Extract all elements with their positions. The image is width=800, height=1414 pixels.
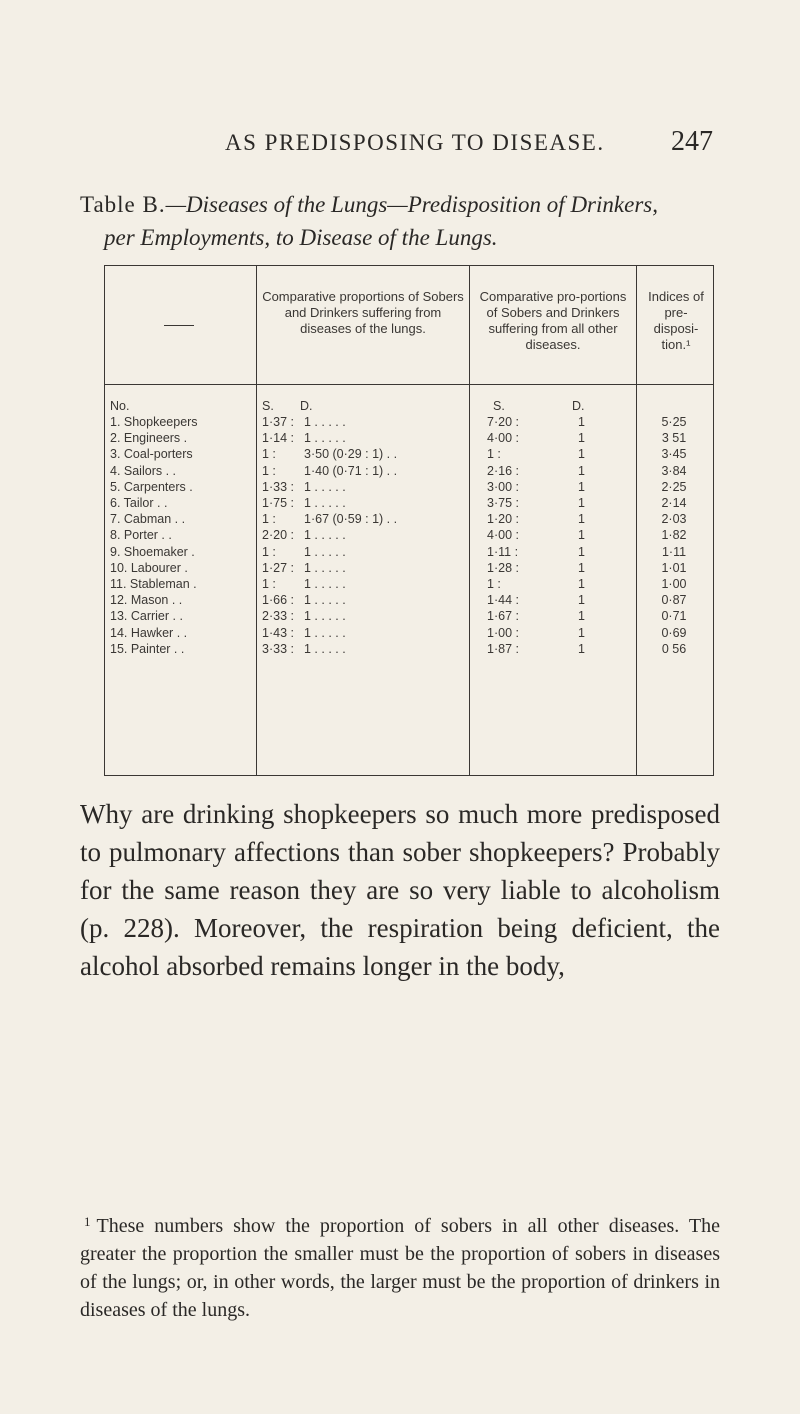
cell-od: 1: [578, 463, 585, 478]
cell-od: 1: [578, 609, 585, 624]
cell-od: 1: [578, 479, 585, 494]
cell-od: 1: [578, 496, 585, 510]
caption-label: Table B.: [80, 192, 166, 217]
cell-od: 1: [578, 528, 585, 543]
cell-d: 1 . . . . .: [304, 593, 346, 608]
cell-idx: 3·45: [661, 447, 687, 462]
cell-name: 15. Painter . .: [110, 641, 185, 656]
cell-d: 1 . . . . .: [304, 609, 346, 624]
table-row: [104, 577, 714, 593]
subheader-s: S.: [262, 399, 274, 413]
cell-idx: 0·69: [661, 625, 687, 640]
header-lungs: Comparative proportions of Sobers and Drinkers suffering from diseases of the lungs.: [262, 289, 464, 336]
cell-idx: 2·03: [661, 512, 687, 527]
table-row: [104, 593, 714, 609]
cell-os: 1·67 :: [487, 609, 519, 624]
cell-idx: 1·11: [661, 544, 687, 559]
cell-name: 5. Carpenters .: [110, 479, 193, 494]
cell-s: 1 :: [262, 544, 276, 559]
table-row: [104, 528, 714, 544]
table-row: [104, 447, 714, 463]
cell-name: 10. Labourer .: [110, 560, 188, 575]
cell-os: 1·87 :: [487, 641, 519, 656]
cell-os: 4·00 :: [487, 431, 519, 446]
cell-os: 1·28 :: [487, 560, 519, 575]
body-paragraph: Why are drinking shopkeepers so much more predisposed to pulmonary affections than sober shopkeepers? Probably for the same reason they are so very liable to alcoholism (p. 228). Moreover, the respiration being deficient, the alcohol absorbed remains longer in the body,: [80, 799, 720, 981]
cell-os: 1·20 :: [487, 512, 519, 527]
cell-name: 6. Tailor . .: [110, 496, 168, 510]
cell-s: 2·20 :: [262, 528, 294, 543]
cell-d: 1 . . . . .: [304, 625, 346, 640]
cell-od: 1: [578, 577, 585, 591]
cell-od: 1: [578, 593, 585, 608]
cell-od: 1: [578, 560, 585, 575]
table-row: [104, 561, 714, 577]
cell-s: 1·66 :: [262, 593, 294, 608]
table-row: [104, 496, 714, 512]
table-row: [104, 626, 714, 642]
cell-d: 1 . . . . .: [304, 479, 346, 494]
subheader-no: No.: [110, 399, 130, 413]
cell-d: 1·67 (0·59 : 1) . .: [304, 512, 398, 527]
cell-idx: 0·71: [661, 609, 687, 624]
page-number: 247: [671, 126, 713, 157]
table-caption: [80, 188, 720, 254]
cell-idx: 1·82: [661, 528, 687, 543]
cell-s: 1·33 :: [262, 479, 294, 494]
cell-d: 1 . . . . .: [304, 528, 346, 543]
cell-os: 1·44 :: [487, 593, 519, 608]
cell-od: 1: [578, 447, 585, 462]
cell-os: 1·00 :: [487, 625, 519, 640]
cell-name: 14. Hawker . .: [110, 625, 188, 640]
cell-name: 13. Carrier . .: [110, 609, 183, 624]
cell-idx: 2·25: [661, 479, 687, 494]
table-row: [104, 480, 714, 496]
cell-idx: 1·00: [661, 577, 687, 591]
cell-idx: 1·01: [661, 560, 687, 575]
cell-od: 1: [578, 415, 585, 429]
caption-line-2: per Employments, to Disease of the Lungs.: [104, 225, 498, 250]
cell-os: 1 :: [487, 447, 501, 462]
table-row: [104, 512, 714, 528]
subheader-row: [104, 399, 714, 415]
subheader-d2: D.: [572, 399, 585, 413]
cell-od: 1: [578, 625, 585, 640]
cell-od: 1: [578, 641, 585, 656]
footnote: [80, 1208, 720, 1324]
cell-d: 1 . . . . .: [304, 415, 346, 429]
cell-os: 4·00 :: [487, 528, 519, 543]
cell-d: 3·50 (0·29 : 1) . .: [304, 447, 398, 462]
header-dash: [164, 325, 194, 326]
cell-idx: 3 51: [661, 431, 687, 446]
table-row: [104, 415, 714, 431]
cell-s: 1 :: [262, 463, 276, 478]
subheader-s2: S.: [493, 399, 505, 413]
cell-od: 1: [578, 544, 585, 559]
cell-d: 1 . . . . .: [304, 431, 346, 446]
footnote-text: These numbers show the proportion of sobers in all other diseases. The greater the proportion the smaller must be the proportion of sobers in diseases of the lungs; or, in other words, the larger must be the proportion of drinkers in diseases of the lungs.: [80, 1215, 720, 1321]
cell-name: 4. Sailors . .: [110, 463, 176, 478]
cell-os: 1·11 :: [487, 544, 519, 559]
cell-s: 1 :: [262, 512, 276, 527]
caption-line-1: —Diseases of the Lungs—Predisposition of Drinkers,: [165, 192, 658, 217]
cell-idx: 3·84: [661, 463, 687, 478]
table-row: [104, 464, 714, 480]
cell-name: 7. Cabman . .: [110, 512, 186, 527]
cell-os: 1 :: [487, 577, 501, 591]
cell-name: 9. Shoemaker .: [110, 544, 195, 559]
cell-idx: 0 56: [661, 641, 687, 656]
table-row: [104, 609, 714, 625]
cell-d: 1·40 (0·71 : 1) . .: [304, 463, 398, 478]
cell-d: 1 . . . . .: [304, 544, 346, 559]
running-head-title: AS PREDISPOSING TO DISEASE.: [225, 130, 605, 155]
cell-os: 3·75 :: [487, 496, 519, 510]
cell-s: 1 :: [262, 447, 276, 462]
cell-s: 3·33 :: [262, 641, 294, 656]
cell-d: 1 . . . . .: [304, 560, 346, 575]
header-other-diseases: Comparative pro-portions of Sobers and Drinkers suffering from all other diseases.: [479, 289, 627, 352]
table-row: [104, 642, 714, 658]
header-indices: Indices of pre-disposi-tion.¹: [648, 289, 704, 352]
cell-idx: 5·25: [661, 415, 687, 429]
cell-d: 1 . . . . .: [304, 577, 346, 591]
cell-s: 2·33 :: [262, 609, 294, 624]
cell-s: 1·43 :: [262, 625, 294, 640]
cell-d: 1 . . . . .: [304, 496, 346, 510]
table-row: [104, 431, 714, 447]
subheader-d: D.: [300, 399, 313, 413]
table-row: [104, 545, 714, 561]
running-head: [225, 126, 713, 157]
cell-name: 3. Coal-porters: [110, 447, 193, 462]
data-table: [104, 265, 714, 775]
cell-s: 1·75 :: [262, 496, 294, 510]
cell-name: 11. Stableman .: [110, 577, 197, 591]
cell-name: 1. Shopkeepers: [110, 415, 198, 429]
table-header-rule: [104, 384, 714, 385]
cell-idx: 2·14: [661, 496, 687, 510]
cell-idx: 0·87: [661, 593, 687, 608]
cell-od: 1: [578, 431, 585, 446]
cell-s: 1·14 :: [262, 431, 294, 446]
cell-od: 1: [578, 512, 585, 527]
cell-name: 12. Mason . .: [110, 593, 183, 608]
cell-os: 3·00 :: [487, 479, 519, 494]
cell-s: 1·27 :: [262, 560, 294, 575]
table-top-rule: [104, 265, 714, 266]
cell-d: 1 . . . . .: [304, 641, 346, 656]
footnote-marker: 1: [84, 1214, 91, 1229]
cell-s: 1 :: [262, 577, 276, 591]
cell-os: 7·20 :: [487, 415, 519, 429]
table-bottom-rule: [104, 775, 714, 776]
cell-s: 1·37 :: [262, 415, 294, 429]
cell-name: 2. Engineers .: [110, 431, 188, 446]
cell-name: 8. Porter . .: [110, 528, 172, 543]
cell-os: 2·16 :: [487, 463, 519, 478]
